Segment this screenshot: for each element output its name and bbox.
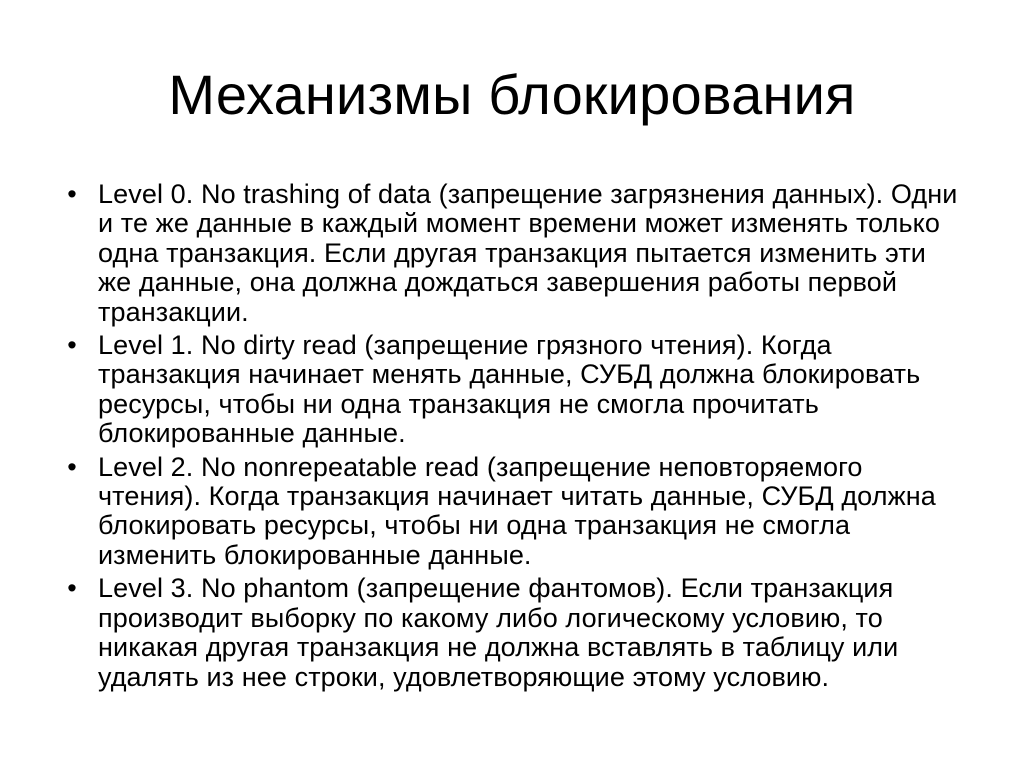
bullet-dot-icon: •: [67, 451, 77, 482]
bullet-item-level-2: [62, 453, 962, 571]
bullet-text: Level 1. No dirty read (запрещение грязного чтения). Когда транзакция начинает менять данные, СУБД должна блокировать ресурсы, чтобы ни одна транзакция не смогла прочитать блокированные данные.: [98, 330, 921, 449]
bullet-text: Level 0. No trashing of data (запрещение загрязнения данных). Одни и те же данные в каждый момент времени может изменять только одна транзакция. Если другая транзакция пытается изменить эти же данные, она должна дождаться завершения работы первой транзакции.: [98, 179, 958, 327]
bullet-dot-icon: •: [67, 573, 77, 604]
bullet-text: Level 2. No nonrepeatable read (запрещение неповторяемого чтения). Когда транзакция начинает читать данные, СУБД должна блокировать ресурсы, чтобы ни одна транзакция не смогла изменить блокированные данные.: [98, 451, 936, 570]
bullet-item-level-3: [62, 574, 962, 692]
slide-title: Механизмы блокирования: [168, 63, 856, 126]
bullet-text: Level 3. No phantom (запрещение фантомов). Если транзакция производит выборку по какому либо логическому условию, то никакая другая транзакция не должна вставлять в таблицу или удалять из нее строки, удовлетворяющие этому условию.: [98, 573, 899, 692]
bullet-item-level-1: [62, 331, 962, 449]
bullet-list: [62, 180, 962, 696]
bullet-dot-icon: •: [67, 179, 77, 209]
bullet-item-level-0: [62, 180, 962, 327]
bullet-dot-icon: •: [67, 330, 77, 361]
